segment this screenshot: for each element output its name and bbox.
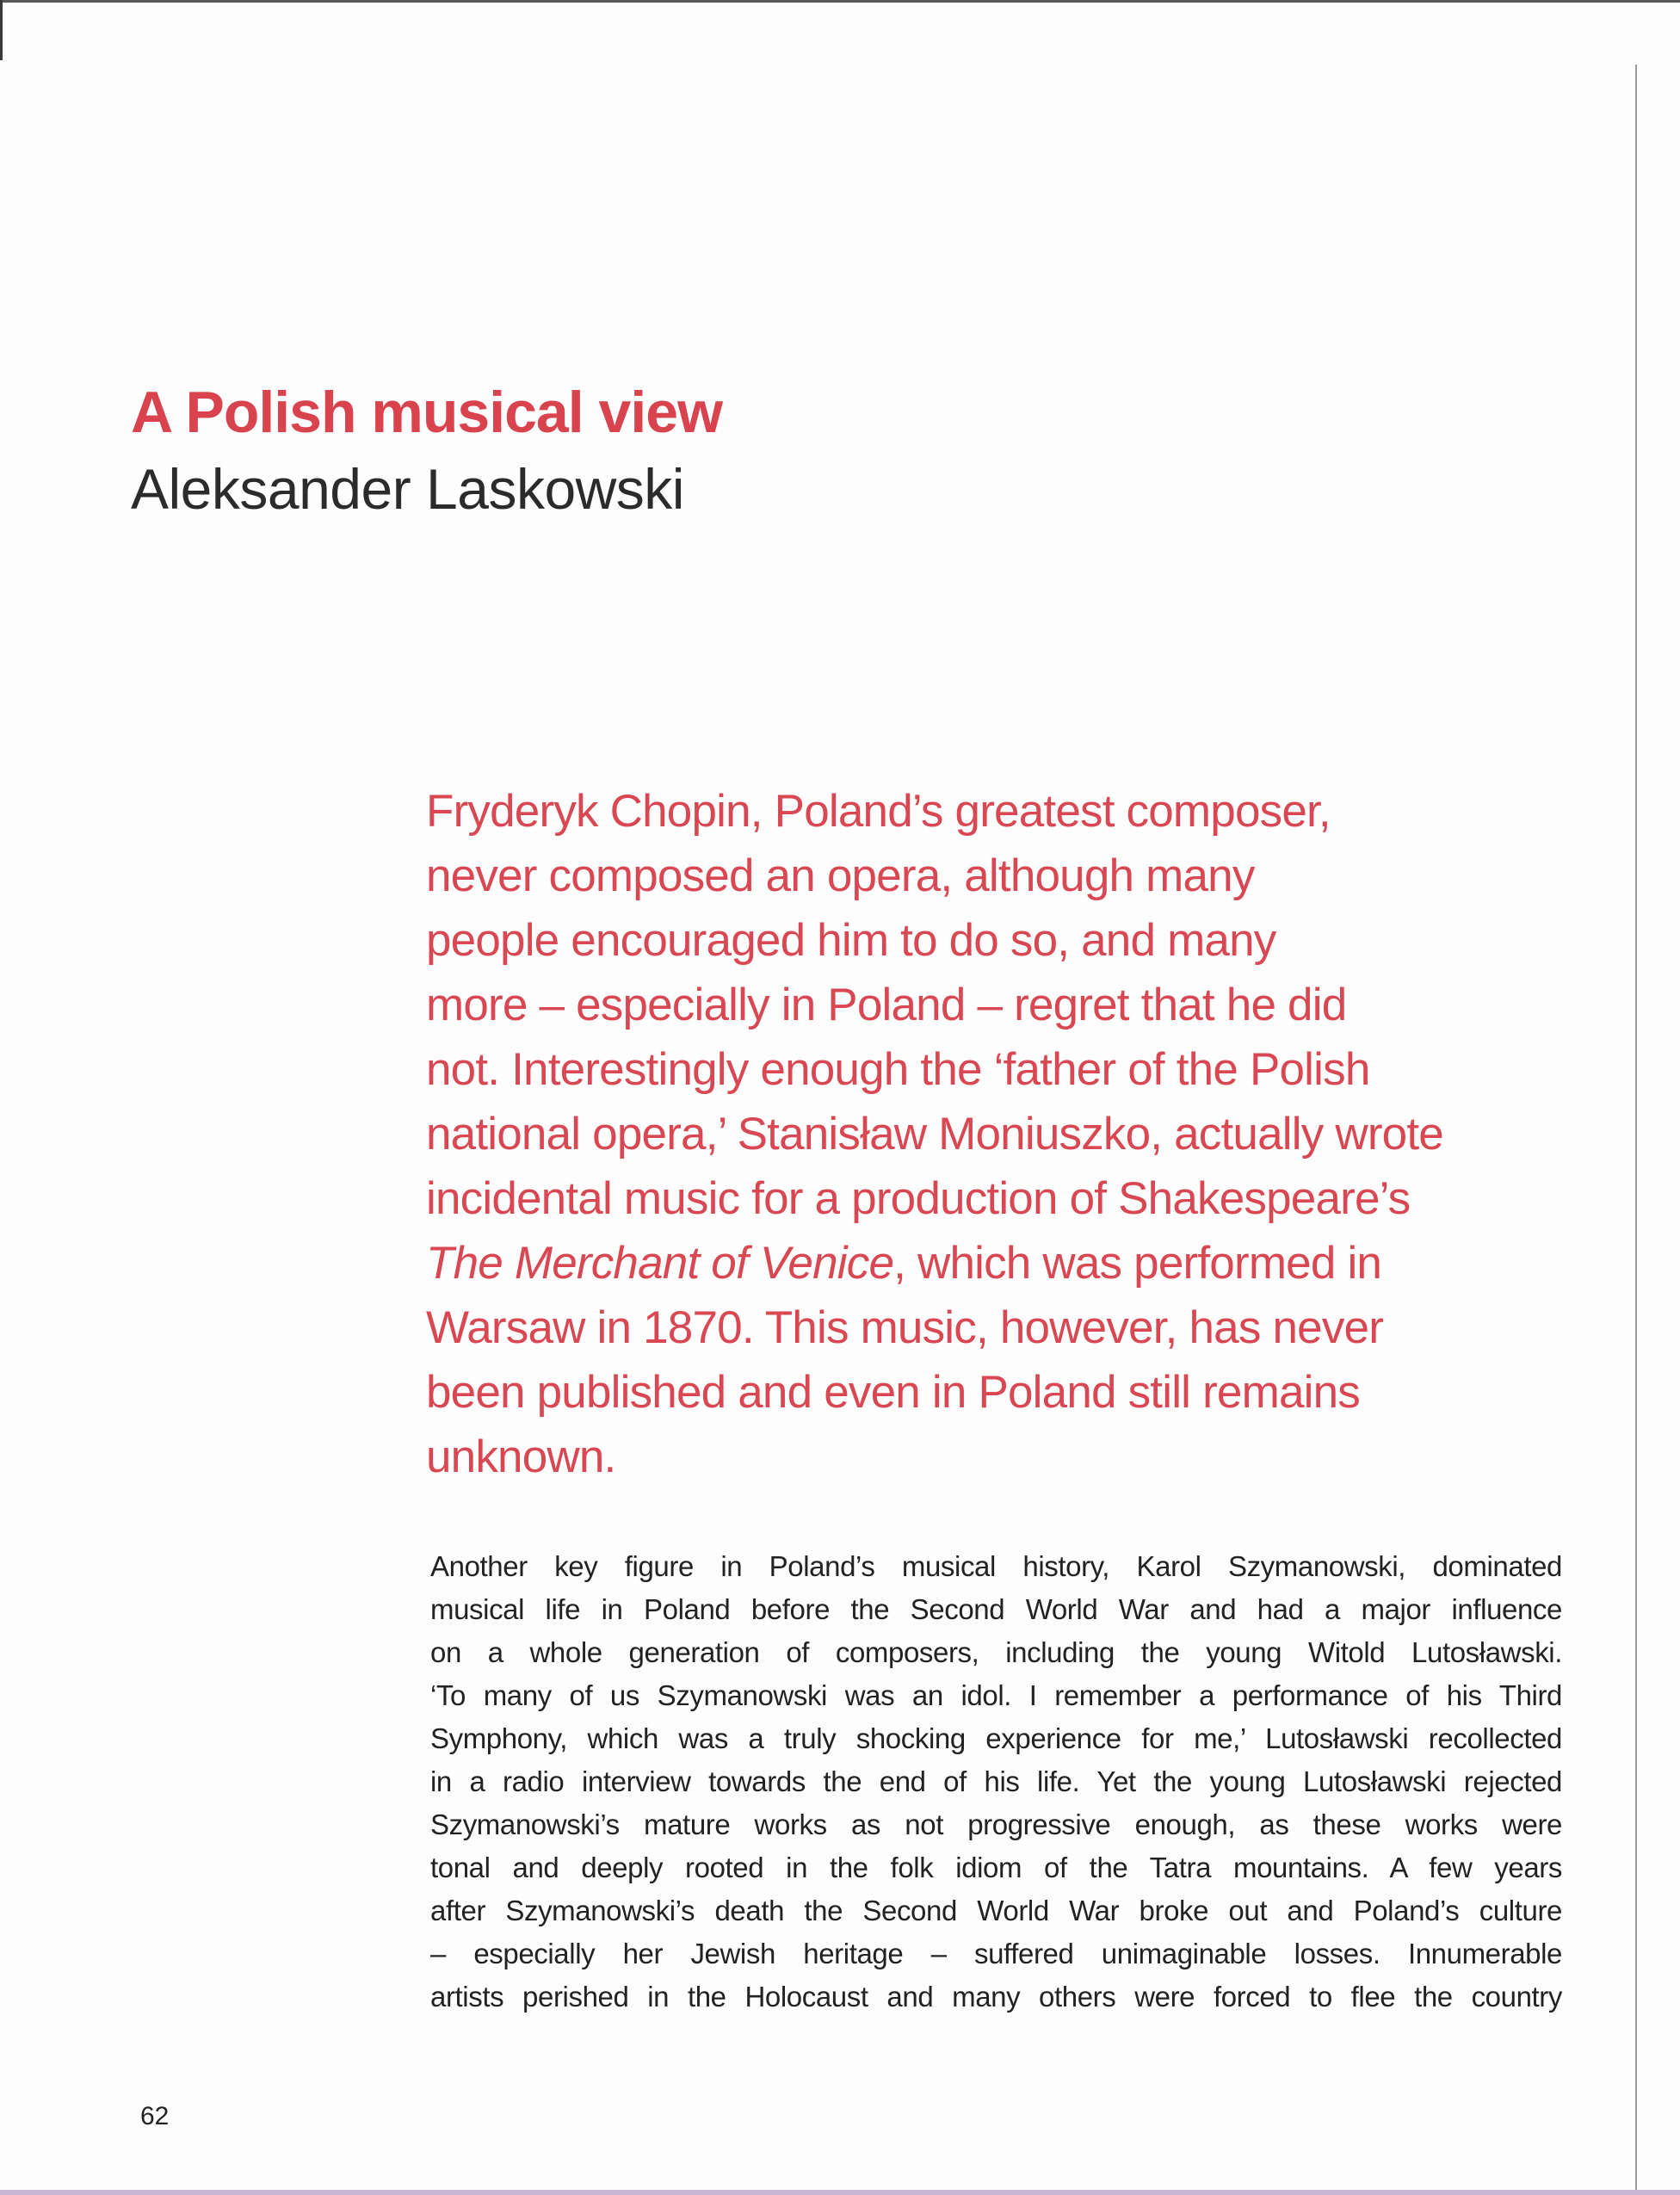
lead-line: Fryderyk Chopin, Poland’s greatest composer, xyxy=(426,786,1331,837)
lead-line-rest: , which was performed in xyxy=(893,1238,1382,1289)
scan-edge-left xyxy=(0,0,3,60)
scan-edge-top xyxy=(0,0,1680,3)
body-line: musical life in Poland before the Second World War and had a major influence xyxy=(430,1593,1562,1625)
body-line: on a whole generation of composers, including the young Witold Lutosławski. xyxy=(430,1636,1562,1668)
lead-line: people encouraged him to do so, and many xyxy=(426,915,1276,966)
body-line: artists perished in the Holocaust and many others were forced to flee the country xyxy=(430,1981,1562,2013)
body-line: Szymanowski’s mature works as not progressive enough, as these works were xyxy=(430,1809,1562,1840)
lead-line: Warsaw in 1870. This music, however, has never xyxy=(426,1302,1384,1353)
body-line: ‘To many of us Szymanowski was an idol. I remember a performance of his Third xyxy=(430,1679,1562,1711)
page-number: 62 xyxy=(140,2102,170,2130)
body-line: Another key figure in Poland’s musical history, Karol Szymanowski, dominated xyxy=(430,1550,1562,1582)
lead-line: never composed an opera, although many xyxy=(426,850,1255,901)
body-line: after Szymanowski’s death the Second World War broke out and Poland’s culture xyxy=(430,1895,1562,1926)
lead-line: more – especially in Poland – regret that he did xyxy=(426,980,1347,1030)
body-line: – especially her Jewish heritage – suffered unimaginable losses. Innumerable xyxy=(430,1938,1562,1969)
lead-line: not. Interestingly enough the ‘father of the Polish xyxy=(426,1044,1370,1095)
lead-line: been published and even in Poland still remains xyxy=(426,1367,1360,1418)
article-title: A Polish musical view xyxy=(131,380,722,445)
lead-line: national opera,’ Stanisław Moniuszko, actually wrote xyxy=(426,1109,1443,1159)
article-author: Aleksander Laskowski xyxy=(131,457,684,521)
lead-line: incidental music for a production of Shakespeare’s xyxy=(426,1173,1411,1224)
lead-paragraph xyxy=(426,779,1545,1489)
body-line: in a radio interview towards the end of his life. Yet the young Lutosławski rejected xyxy=(430,1765,1562,1797)
play-title-italic: The Merchant of Venice xyxy=(426,1238,894,1289)
lead-line: unknown. xyxy=(426,1431,616,1482)
scan-edge-right xyxy=(1635,65,1637,2195)
lead-line-with-italic xyxy=(426,1231,1545,1295)
scan-edge-bottom xyxy=(0,2190,1680,2195)
body-paragraph xyxy=(430,1545,1562,2019)
body-line: tonal and deeply rooted in the folk idiom of the Tatra mountains. A few years xyxy=(430,1852,1562,1883)
body-line: Symphony, which was a truly shocking experience for me,’ Lutosławski recollected xyxy=(430,1722,1562,1754)
